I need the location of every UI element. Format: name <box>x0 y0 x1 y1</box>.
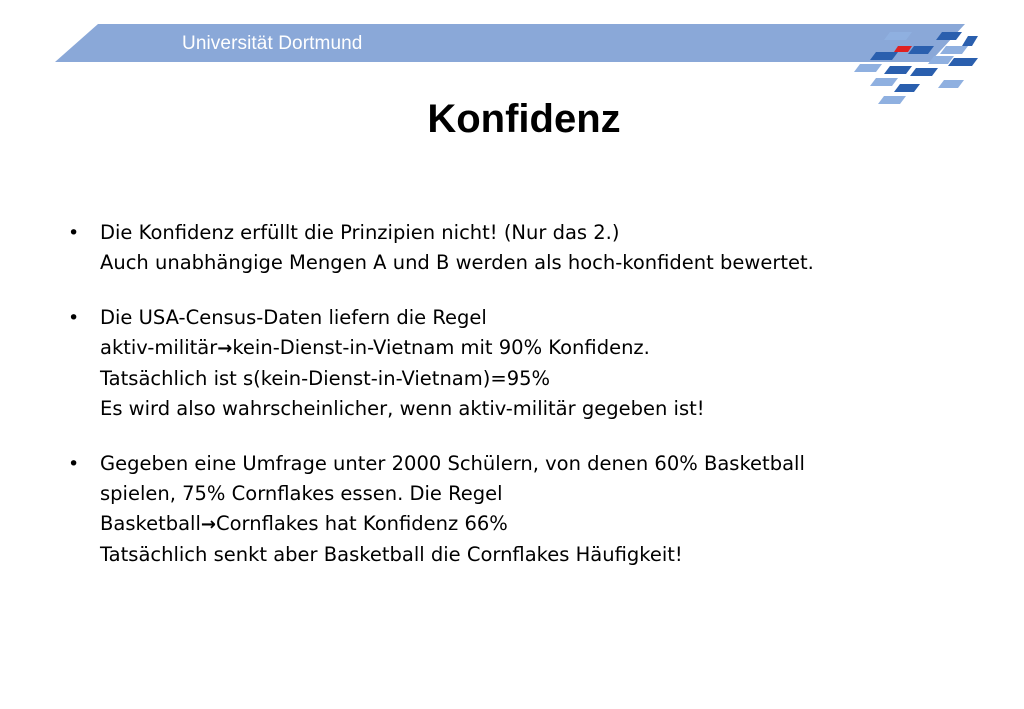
bullet-symbol: • <box>68 222 80 244</box>
bullet-symbol: • <box>68 453 80 475</box>
bullet-line: Tatsächlich ist s(kein-Dienst-in-Vietnam)=95% <box>100 367 551 390</box>
bullet-line: Es wird also wahrscheinlicher, wenn aktiv-militär gegeben ist! <box>100 397 705 420</box>
bullet-symbol: • <box>68 307 80 329</box>
bullet-item <box>68 218 968 278</box>
slide-title: Konfidenz <box>427 97 621 141</box>
bullet-line: Die Konfidenz erfüllt die Prinzipien nicht! (Nur das 2.) <box>100 221 620 244</box>
bullet-line <box>100 509 968 540</box>
university-name: Universität Dortmund <box>182 33 363 54</box>
rule-consequent: Cornflakes hat Konfidenz 66% <box>215 512 508 535</box>
bullet-item <box>68 303 968 424</box>
rule-consequent: kein-Dienst-in-Vietnam mit 90% Konfidenz. <box>232 336 650 359</box>
rule-antecedent: aktiv-militär <box>100 336 218 359</box>
arrow-right-icon: → <box>217 338 233 359</box>
bullet-line: spielen, 75% Cornflakes essen. Die Regel <box>100 482 503 505</box>
bullet-line: Die USA-Census-Daten liefern die Regel <box>100 306 487 329</box>
rule-antecedent: Basketball <box>100 512 201 535</box>
bullet-line: Auch unabhängige Mengen A und B werden als hoch-konfident bewertet. <box>100 251 814 274</box>
bullet-line: Tatsächlich senkt aber Basketball die Cornflakes Häufigkeit! <box>100 543 683 566</box>
bullet-list <box>68 218 968 570</box>
bullet-line <box>100 333 968 364</box>
arrow-right-icon: → <box>200 514 216 535</box>
bullet-line: Gegeben eine Umfrage unter 2000 Schülern, von denen 60% Basketball <box>100 452 805 475</box>
bullet-item <box>68 449 968 570</box>
